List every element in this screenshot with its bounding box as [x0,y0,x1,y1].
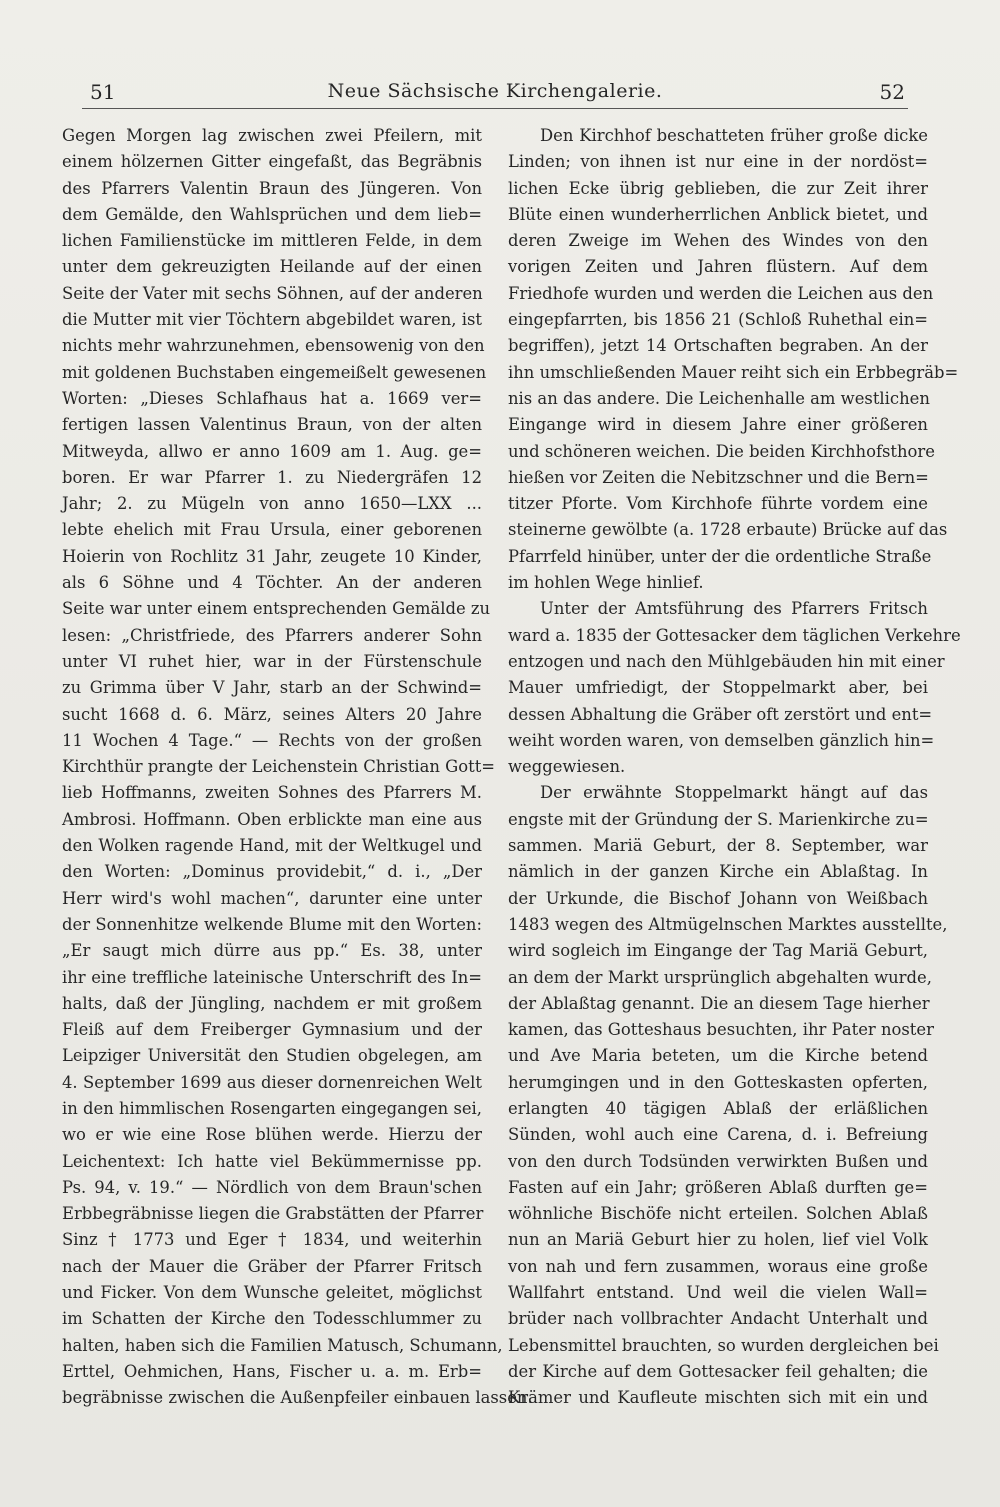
text-line: entzogen und nach den Mühlgebäuden hin mit einer [508,651,945,671]
text-line: dem Gemälde, den Wahlsprüchen und dem lieb= [62,204,482,224]
page-header [85,80,905,106]
text-line: Blüte einen wunderherrlichen Anblick bietet, und [508,204,928,224]
text-line: engste mit der Gründung der S. Marienkirche zu= [508,809,929,829]
text-line: Mitweyda, allwo er anno 1609 am 1. Aug. ge= [62,441,482,461]
text-line: Ps. 94, v. 19.“ — Nördlich von dem Braun'schen [62,1177,482,1197]
text-line: Kirchthür prangte der Leichenstein Christian Gott= [62,757,496,777]
text-line: brüder nach vollbrachter Andacht Unterhalt und [508,1309,928,1329]
text-line: halts, daß der Jüngling, nachdem er mit großem [62,993,482,1013]
text-line: mit goldenen Buchstaben eingemeißelt gewesenen [62,362,487,382]
text-line: und Ficker. Von dem Wunsche geleitet, möglichst [62,1283,482,1303]
text-line: zu Grimma über V Jahr, starb an der Schwind= [62,678,482,698]
text-line: wo er wie eine Rose blühen werde. Hierzu der [62,1125,482,1145]
text-line: Hoierin von Rochlitz 31 Jahr, zeugete 10 Kinder, [62,546,482,566]
text-line: wöhnliche Bischöfe nicht erteilen. Solchen Ablaß [508,1204,928,1224]
text-line: 11 Wochen 4 Tage.“ — Rechts von der großen [62,730,482,750]
text-line: der Ablaßtag genannt. Die an diesem Tage hierher [508,993,930,1013]
text-line: den Worten: „Dominus providebit,“ d. i., „Der [62,862,482,882]
text-line: hießen vor Zeiten die Nebitzschner und die Bern= [508,467,929,487]
page-number-left: 51 [90,80,116,104]
text-line: Gegen Morgen lag zwischen zwei Pfeilern, mit [62,126,482,145]
text-line: Eingange wird in diesem Jahre einer größeren [508,415,928,435]
text-line: sammen. Mariä Geburt, der 8. September, war [508,836,928,856]
right-column [508,123,961,1412]
text-line: nämlich in der ganzen Kirche ein Ablaßtag. In [508,862,928,882]
text-line: als 6 Söhne und 4 Töchter. An der anderen [62,573,482,593]
text-line: lichen Ecke übrig geblieben, die zur Zeit ihrer [508,178,928,198]
text-line: Krämer und Kaufleute mischten sich mit ein und [508,1388,928,1408]
text-line: Fasten auf ein Jahr; größeren Ablaß durften ge= [508,1177,928,1197]
text-line: Lebensmittel brauchten, so wurden dergleichen bei [508,1335,939,1355]
text-line: Erttel, Oehmichen, Hans, Fischer u. a. m. Erb= [62,1361,482,1381]
text-line: unter VI ruhet hier, war in der Fürstenschule [62,651,482,671]
text-line: Mauer umfriedigt, der Stoppelmarkt aber, bei [508,678,928,698]
text-line: der Sonnenhitze welkende Blume mit den Worten: [62,914,482,934]
text-line: Herr wird's wohl machen“, darunter eine unter [62,888,482,908]
text-line: Seite war unter einem entsprechenden Gemälde zu [62,599,491,619]
running-title: Neue Sächsische Kirchengalerie. [327,80,663,102]
text-line: Den Kirchhof beschatteten früher große dicke [540,126,928,145]
text-line: erlangten 40 tägigen Ablaß der erläßlichen [508,1098,928,1118]
text-line: ihn umschließenden Mauer reiht sich ein Erbbegräb= [508,362,959,382]
text-line: der Kirche auf dem Gottesacker feil gehalten; die [508,1361,928,1381]
text-line: Leipziger Universität den Studien obgelegen, am [62,1046,482,1066]
text-line: eingepfarrten, bis 1856 21 (Schloß Ruhethal ein= [508,310,928,330]
text-line: titzer Pforte. Vom Kirchhofe führte vordem eine [508,494,928,514]
text-line: der Urkunde, die Bischof Johann von Weißbach [508,888,928,908]
header-rule [82,108,908,109]
text-line: steinerne gewölbte (a. 1728 erbaute) Brücke auf das [508,520,948,540]
text-line: weiht worden waren, von demselben gänzlich hin= [508,730,935,750]
text-line: lebte ehelich mit Frau Ursula, einer geborenen [62,520,482,540]
text-line: des Pfarrers Valentin Braun des Jüngeren. Von [62,178,482,198]
text-line: nis an das andere. Die Leichenhalle am westlichen [508,388,930,408]
text-line: herumgingen und in den Gotteskasten opferten, [508,1072,928,1092]
text-line: ihr eine treffliche lateinische Unterschrift des In= [62,967,482,987]
text-line: Linden; von ihnen ist nur eine in der nordöst= [508,152,928,172]
text-line: halten, haben sich die Familien Matusch, Schumann, [62,1335,503,1355]
text-line: kamen, das Gotteshaus besuchten, ihr Pater noster [508,1020,934,1040]
page-number-right: 52 [879,80,905,104]
text-line: Sünden, wohl auch eine Carena, d. i. Befreiung [508,1125,928,1145]
text-line: unter dem gekreuzigten Heilande auf der einen [62,257,482,277]
text-line: weggewiesen. [508,757,626,777]
text-line: 4. September 1699 aus dieser dornenreichen Welt [62,1072,482,1092]
text-line: Pfarrfeld hinüber, unter der die ordentliche Straße [508,546,932,566]
text-line: lichen Familienstücke im mittleren Felde, in dem [62,231,482,251]
text-line: deren Zweige im Wehen des Windes von den [508,231,928,251]
left-column [62,123,533,1412]
text-line: von nah und fern zusammen, woraus eine große [508,1256,928,1276]
text-line: nichts mehr wahrzunehmen, ebensowenig von den [62,336,485,356]
text-line: Seite der Vater mit sechs Söhnen, auf der anderen [62,283,483,303]
text-line: und schöneren weichen. Die beiden Kirchhofsthore [508,441,935,461]
text-line: einem hölzernen Gitter eingefaßt, das Begräbnis [62,152,482,172]
text-line: im hohlen Wege hinlief. [508,573,704,593]
text-line: Leichentext: Ich hatte viel Bekümmernisse pp. [62,1151,482,1171]
text-line: vorigen Zeiten und Jahren flüstern. Auf dem [508,257,928,277]
text-line: die Mutter mit vier Töchtern abgebildet waren, ist [62,310,482,330]
text-line: 1483 wegen des Altmügelnschen Marktes ausstellte, [508,914,948,934]
text-line: fertigen lassen Valentinus Braun, von der alten [62,415,482,435]
text-line: begriffen), jetzt 14 Ortschaften begraben. An der [508,336,928,356]
text-line: in den himmlischen Rosengarten eingegangen sei, [62,1098,483,1118]
text-line: Jahr; 2. zu Mügeln von anno 1650—LXX ... [62,494,482,514]
text-line: nun an Mariä Geburt hier zu holen, lief viel Volk [508,1230,928,1250]
text-line: Ambrosi. Hoffmann. Oben erblickte man eine aus [62,809,482,829]
text-line: Sinz † 1773 und Eger † 1834, und weiterhin [62,1230,482,1250]
text-line: im Schatten der Kirche den Todesschlummer zu [62,1309,482,1329]
text-line: und Ave Maria beteten, um die Kirche betend [508,1046,928,1066]
text-line: nach der Mauer die Gräber der Pfarrer Fritsch [62,1256,482,1276]
text-line: Wallfahrt entstand. Und weil die vielen Wall= [508,1283,928,1303]
text-line: Worten: „Dieses Schlafhaus hat a. 1669 ver= [62,388,482,408]
text-line: wird sogleich im Eingange der Tag Mariä Geburt, [508,941,928,961]
text-line: dessen Abhaltung die Gräber oft zerstört und ent= [508,704,933,724]
text-line: begräbnisse zwischen die Außenpfeiler einbauen lassen. [62,1388,533,1408]
text-line: von den durch Todsünden verwirkten Bußen und [508,1151,928,1171]
text-line: lieb Hoffmanns, zweiten Sohnes des Pfarrers M. [62,783,482,803]
text-line: Erbbegräbnisse liegen die Grabstätten der Pfarrer [62,1204,484,1224]
text-line: an dem der Markt ursprünglich abgehalten wurde, [508,967,932,987]
text-line: sucht 1668 d. 6. März, seines Alters 20 Jahre [62,704,482,724]
text-line: Friedhofe wurden und werden die Leichen aus den [508,283,934,303]
text-line: Fleiß auf dem Freiberger Gymnasium und der [62,1020,482,1040]
text-line: boren. Er war Pfarrer 1. zu Niedergräfen 12 [62,467,482,487]
text-line: Unter der Amtsführung des Pfarrers Fritsch [540,599,928,619]
text-line: „Er saugt mich dürre aus pp.“ Es. 38, unter [62,941,482,961]
text-line: lesen: „Christfriede, des Pfarrers anderer Sohn [62,625,482,645]
text-line: Der erwähnte Stoppelmarkt hängt auf das [540,783,928,803]
text-line: den Wolken ragende Hand, mit der Weltkugel und [62,836,482,856]
text-line: ward a. 1835 der Gottesacker dem täglichen Verkehre [508,625,961,645]
